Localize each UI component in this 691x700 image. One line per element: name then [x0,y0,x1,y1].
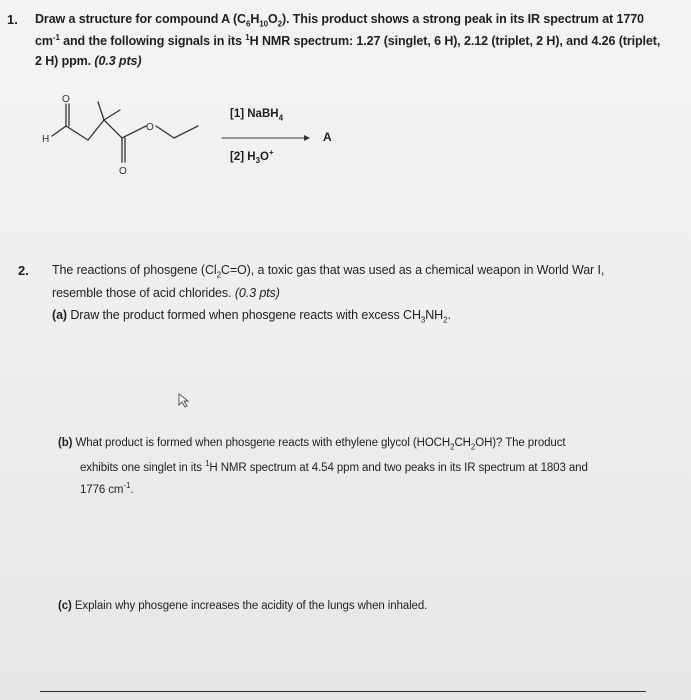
atom-label: O [146,122,154,133]
reagent-2: [2] $H_3O^+$ [230,148,274,166]
question-1-line-1: Draw a structure for compound A $(C_6H_{10}O_2)$. This product shows a strong peak in its IR spectrum at 1770 [35,12,644,29]
mouse-cursor-icon [178,393,192,409]
atom-label: O [119,166,127,177]
atom-label: H [42,134,50,145]
question-2-line-1: The reactions of phosgene $(Cl_2C=O)$, a toxic gas that was used as a chemical weapon in World War I, [52,263,605,280]
part-b-line-1: (b) What product is formed when phosgene reacts with ethylene glycol $(HOCH_2CH_2OH)$? The product [58,437,566,452]
part-b-line-2: exhibits one singlet in its $^1$H NMR spectrum at 4.54 ppm and two peaks in its IR spectrum at 1803 and [80,459,588,474]
part-a: (a) Draw the product formed when phosgene reacts with excess $CH_3NH_2$. [52,308,451,325]
question-number: 2. [18,263,29,278]
points-label: (0.3 pts) [234,286,280,300]
part-b-line-3: 1776 $cm^{-1}$. [80,481,134,496]
question-1-line-3: 2 H) ppm. (0.3 pts) [35,54,142,68]
atom-label: O [62,94,70,105]
reagent-1: [1] NaBH$_4$ [230,108,284,123]
molecule-structure [40,92,360,182]
question-1-line-2: $cm^{-1}$ and the following signals in its $^1$H NMR spectrum: 1.27 (singlet, 6 H), 2.12 (triplet, 2 H), and 4.26 (triplet, [35,33,661,49]
reaction-scheme [40,92,360,182]
question-number: 1. [7,12,18,27]
points-label: (0.3 pts) [94,54,142,68]
product-label: A [323,130,332,144]
answer-line-divider [40,691,646,692]
part-c: (c) Explain why phosgene increases the acidity of the lungs when inhaled. [58,600,428,612]
question-2-line-2: resemble those of acid chlorides. (0.3 pts) [52,286,280,300]
